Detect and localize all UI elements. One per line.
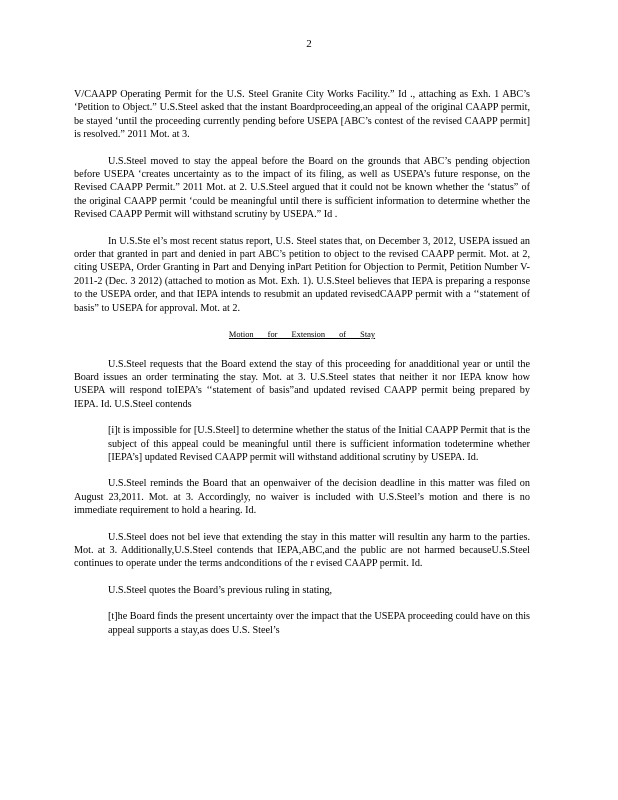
paragraph-status-report: In U.S.Ste el’s most recent status report, U.S. Steel states that, on December 3, 2012, USEPA issued an order that granted in part and denied in part ABC’s petition to object to the revised CAAPP permit. Mot. at 2, citing USEPA, Order Granting in Part and Denying inPart Petition for Objection to Permit, Petition Number V-2011-2 (Dec. 3 2012) (attached to motion as Mot. Exh. 1). U.S.Steel believes that IEPA is preparing a response to the USEPA order, and that IEPA intends to resubmit an updated revisedCAAPP permit with a ‘‘statement of basis” to USEPA for approval. Mot. at 2. [74, 235, 530, 314]
block-quote-board-finds: [t]he Board finds the present uncertainty over the impact that the USEPA proceeding could have on this appeal supports a stay,as does U.S. Steel’s [108, 611, 530, 636]
document-body [74, 88, 530, 650]
paragraph-no-harm: U.S.Steel does not bel ieve that extending the stay in this matter will resultin any harm to the parties. Mot. at 3. Additionally,U.S.Steel contends that IEPA,ABC,and the public are not harmed becauseU.S.Steel continues to operate under the terms andconditions of the r evised CAAPP permit. Id. [74, 531, 530, 570]
paragraph-extension-request: U.S.Steel requests that the Board extend the stay of this proceeding for anadditional year or until the Board issues an order terminating the stay. Mot. at 3. U.S.Steel states that neither it nor IEPA know how USEPA will respond toIEPA’s ‘‘statement of basis”and updated revised CAAPP permit being prepared by IEPA. Id. U.S.Steel contends [74, 358, 530, 410]
page-number: 2 [306, 38, 312, 50]
paragraph-permit-background: V/CAAPP Operating Permit for the U.S. Steel Granite City Works Facility.” Id ., attaching as Exh. 1 ABC’s ‘Petition to Object.” U.S.Steel asked that the instant Boardproceeding,an appeal of the original CAAPP permit, be stayed ‘until the proceeding currently pending before USEPA [ABC’s contest of the revised CAAPP permit] is resolved.” 2011 Mot. at 3. [74, 89, 530, 141]
paragraph-stay-motion: U.S.Steel moved to stay the appeal before the Board on the grounds that ABC’s pending objection before USEPA ‘creates uncertainty as to the impact of its filing, as well as USEPA’s future response, on the Revised CAAPP Permit.” 2011 Mot. at 2. U.S.Steel argued that it could not be known whether the ‘status” of the original CAAPP permit ‘could be meaningful until there is sufficient information to determine whether the Revised CAAPP Permit will withstand scrutiny by USEPA.” Id . [74, 155, 530, 221]
section-heading: Motion for Extension of Stay [228, 330, 376, 340]
paragraph-quotes-ruling: U.S.Steel quotes the Board’s previous ruling in stating, [108, 584, 333, 596]
block-quote-impossible: [i]t is impossible for [U.S.Steel] to determine whether the status of the Initial CAAPP Permit that is the subject of this appeal could be meaningful until there is sufficient information todetermine whether [IEPA’s] updated Revised CAAPP permit will withstand additional scrutiny by USEPA. Id. [108, 425, 530, 463]
paragraph-waiver: U.S.Steel reminds the Board that an openwaiver of the decision deadline in this matter was filed on August 23,2011. Mot. at 3. Accordingly, no waiver is included with U.S.Steel’s motion and there is no immediate requirement to hold a hearing. Id. [74, 478, 530, 517]
